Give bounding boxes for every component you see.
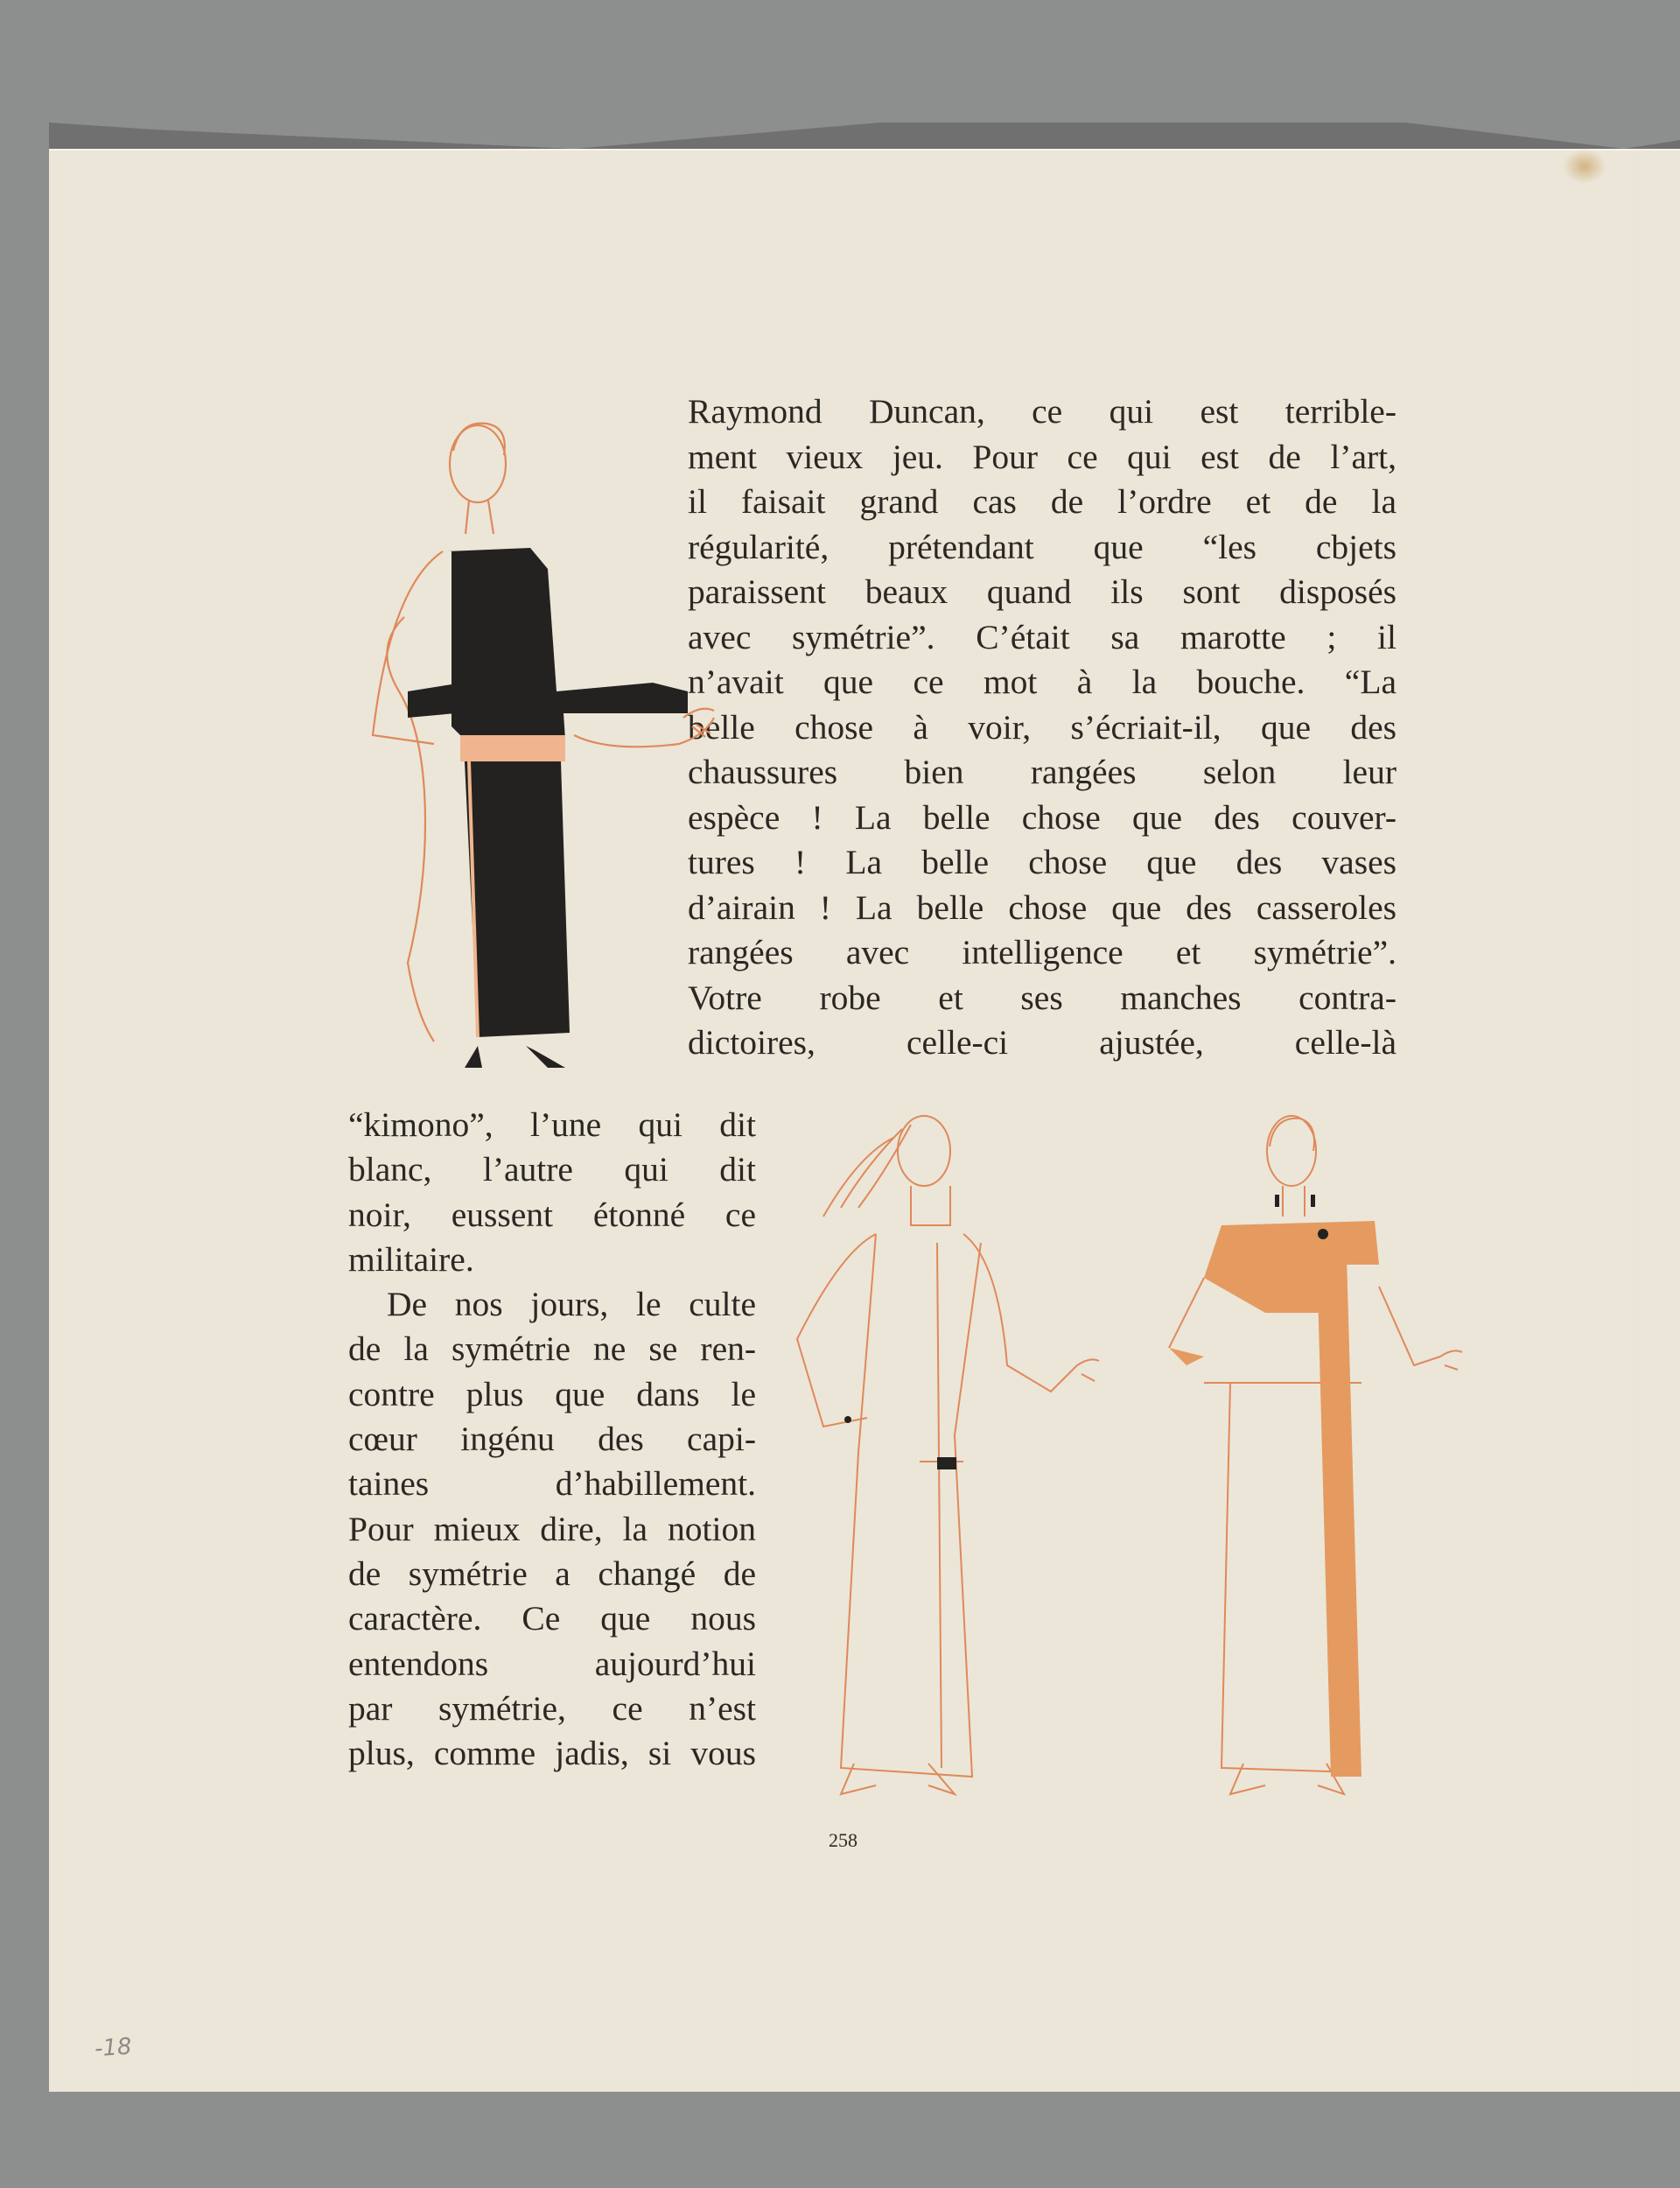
text-line: espèce ! La belle chose que des couver-: [688, 797, 1396, 837]
text-line: militaire.: [348, 1239, 474, 1279]
text-line: taines d’habillement.: [348, 1464, 756, 1504]
illustration-orange-band-tunic: [1116, 1103, 1502, 1803]
text-line: entendons aujourd’hui: [348, 1644, 756, 1683]
text-line: Votre robe et ses manches contra-: [688, 978, 1396, 1017]
text-line: paraissent beaux quand ils sont disposés: [688, 572, 1396, 611]
text-line: par symétrie, ce n’est: [348, 1688, 756, 1728]
text-line: Raymond Duncan, ce qui est terrible-: [688, 392, 1396, 431]
text-line: cœur ingénu des capi-: [348, 1420, 756, 1459]
text-line: noir, eussent étonné ce: [348, 1195, 756, 1234]
right-text-column: [688, 389, 1396, 1066]
text-line: ment vieux jeu. Pour ce qui est de l’art,: [688, 437, 1396, 476]
page-number: 258: [829, 1829, 858, 1851]
sleeve-cuff: [1169, 1348, 1204, 1365]
text-line: tures ! La belle chose que des vases: [688, 843, 1396, 881]
text-line: “kimono”, l’une qui dit: [348, 1105, 756, 1144]
paragraph-start-line: De nos jours, le culte: [387, 1285, 756, 1324]
text-line: il faisait grand cas de l’ordre et de la: [688, 482, 1396, 521]
text-line: chaussures bien rangées selon leur: [688, 753, 1396, 791]
left-sleeve: [408, 684, 456, 718]
earring-left: [1275, 1195, 1279, 1207]
text-line: de la symétrie ne se ren-: [348, 1329, 756, 1369]
text-line: d’airain ! La belle chose que des casseroles: [688, 887, 1396, 927]
text-line: de symétrie a changé de: [348, 1553, 756, 1593]
text-line: plus, comme jadis, si vous: [348, 1734, 756, 1773]
illustration-black-dress: [346, 403, 723, 1243]
text-line: régularité, prétendant que “les cbjets: [688, 527, 1396, 566]
dress-bodice: [447, 548, 688, 744]
margin-pencil-note: -18: [94, 2033, 133, 2063]
shoe-right: [526, 1046, 565, 1068]
text-line: contre plus que dans le: [348, 1374, 756, 1413]
text-line: rangées avec intelligence et symétrie”.: [688, 933, 1396, 971]
text-line: belle chose à voir, s’écriait-il, que des: [688, 707, 1396, 747]
text-line: avec symétrie”. C’était sa marotte ; il: [688, 617, 1396, 656]
text-line: Pour mieux dire, la notion: [348, 1509, 756, 1548]
ring: [844, 1416, 851, 1423]
waist-sash: [460, 735, 565, 761]
book-page: [49, 149, 1680, 2092]
vertical-band: [1316, 1225, 1362, 1777]
text-line: dictoires, celle-ci ajustée, celle-là: [688, 1023, 1396, 1062]
brooch: [1318, 1229, 1328, 1239]
shoulder-yoke: [1204, 1221, 1379, 1313]
paper-stain: [1563, 149, 1606, 184]
shoe-left: [465, 1046, 482, 1068]
text-line: blanc, l’autre qui dit: [348, 1150, 756, 1189]
text-line: n’avait que ce mot à la bouche. “La: [688, 663, 1396, 701]
dress-skirt: [465, 761, 570, 1037]
illustration-kimono-coat: [788, 1103, 1165, 1803]
earring-right: [1311, 1195, 1315, 1207]
text-line: caractère. Ce que nous: [348, 1599, 756, 1638]
belt-buckle: [937, 1457, 956, 1469]
page-fold: [1634, 149, 1637, 2092]
